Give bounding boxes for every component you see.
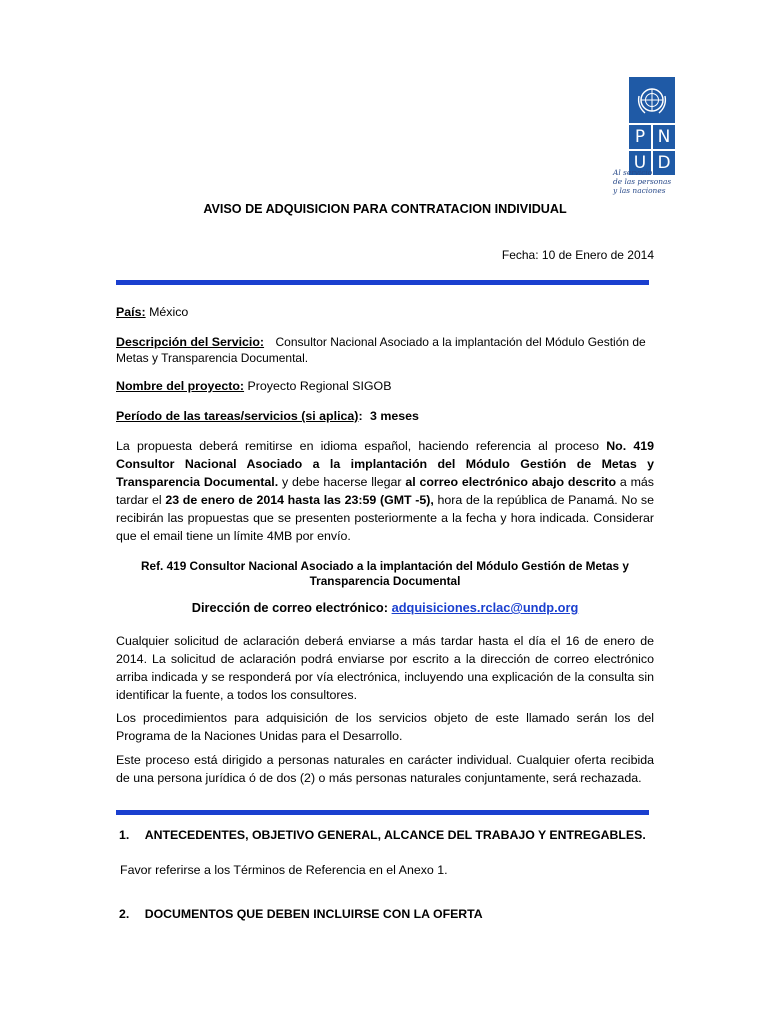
periodo-label: Período de las tareas/servicios (si aplica) — [116, 409, 359, 423]
pais-label: País: — [116, 305, 146, 319]
logo-letter: U — [629, 151, 651, 175]
section-number: 2. — [119, 907, 130, 921]
tagline-line: de las personas — [613, 177, 672, 186]
reference-heading — [116, 559, 654, 589]
proyecto-line — [116, 377, 654, 395]
email-label: Dirección de correo electrónico — [191, 600, 384, 615]
proyecto-value: Proyecto Regional SIGOB — [247, 379, 392, 393]
descripcion-value: Consultor Nacional Asociado a la implantación del Módulo Gestión de Metas y Transparencia Documental. — [116, 335, 646, 365]
reference-line: Ref. 419 Consultor Nacional Asociado a la implantación del Módulo Gestión de Metas y — [141, 559, 629, 573]
reference-line: Transparencia Documental — [309, 574, 461, 588]
document-date: Fecha: 10 de Enero de 2014 — [501, 248, 654, 262]
email-link[interactable]: adquisiciones.rclac@undp.org — [391, 600, 579, 615]
undp-logo — [629, 77, 675, 175]
document-title: AVISO DE ADQUISICION PARA CONTRATACION INDIVIDUAL — [203, 202, 567, 216]
section-1-body: Favor referirse a los Términos de Referencia en el Anexo 1. — [120, 863, 448, 877]
propuesta-text: a más tardar el — [116, 475, 655, 507]
section-2-heading — [119, 907, 483, 921]
email-line — [0, 600, 770, 615]
section-number: 1. — [119, 828, 130, 842]
tagline-line: Al servicio — [613, 168, 653, 177]
divider-rule — [116, 810, 649, 815]
pais-value: México — [149, 305, 189, 319]
propuesta-email-note: al correo electrónico abajo descrito — [405, 475, 617, 489]
descripcion-label: Descripción del Servicio: — [116, 335, 265, 349]
logo-letter: P — [629, 125, 651, 149]
procedimientos-paragraph: Los procedimientos para adquisición de los servicios objeto de este llamado serán los del Programa de la Naciones Unidas para el Desarrollo. — [116, 711, 654, 743]
section-title: ANTECEDENTES, OBJETIVO GENERAL, ALCANCE DEL TRABAJO Y ENTREGABLES. — [144, 828, 646, 842]
propuesta-process: No. 419 Consultor Nacional Asociado a la implantación del Módulo Gestión de Metas y Transparencia Documental. — [116, 439, 654, 489]
tagline-line: y las naciones — [613, 186, 666, 195]
aclaracion-paragraph: Cualquier solicitud de aclaración deberá enviarse a más tardar hasta el día el 16 de enero de 2014. La solicitud de aclaración podrá enviarse por escrito a la dirección de correo electrónico arriba indicada y se responderá por vía electrónica, incluyendo una explicación de la consulta sin identificar la fuente, a todos los consultores. — [116, 634, 654, 702]
propuesta-paragraph — [116, 437, 654, 545]
descripcion-line — [116, 334, 654, 366]
propuesta-text: La propuesta deberá remitirse en idioma español, haciendo referencia al proceso — [116, 439, 607, 453]
proceso-paragraph: Este proceso está dirigido a personas naturales en carácter individual. Cualquier oferta recibida de una persona jurídica ó de dos (2) o más personas naturales conjuntamente, será rechazada. — [116, 753, 654, 785]
propuesta-deadline: 23 de enero de 2014 hasta las 23:59 (GMT -5), — [165, 493, 434, 507]
propuesta-text: y debe hacerse llegar — [278, 475, 406, 489]
proyecto-label: Nombre del proyecto: — [116, 379, 245, 393]
logo-letter: D — [653, 151, 675, 175]
divider-rule — [116, 280, 649, 285]
periodo-line — [116, 407, 654, 425]
logo-tagline — [613, 168, 693, 195]
section-1-heading — [119, 828, 646, 842]
pais-line — [116, 303, 654, 321]
periodo-value: 3 meses — [370, 409, 419, 423]
section-title: DOCUMENTOS QUE DEBEN INCLUIRSE CON LA OFERTA — [144, 907, 483, 921]
email-colon: : — [383, 600, 392, 615]
un-emblem-icon — [629, 77, 675, 123]
periodo-colon: : — [358, 409, 363, 423]
logo-letter: N — [653, 125, 675, 149]
propuesta-text: hora de la república de Panamá. No se recibirán las propuestas que se presenten posteriormente a la fecha y hora indicada. Considerar que el email tiene un límite 4MB por envío. — [116, 493, 654, 543]
